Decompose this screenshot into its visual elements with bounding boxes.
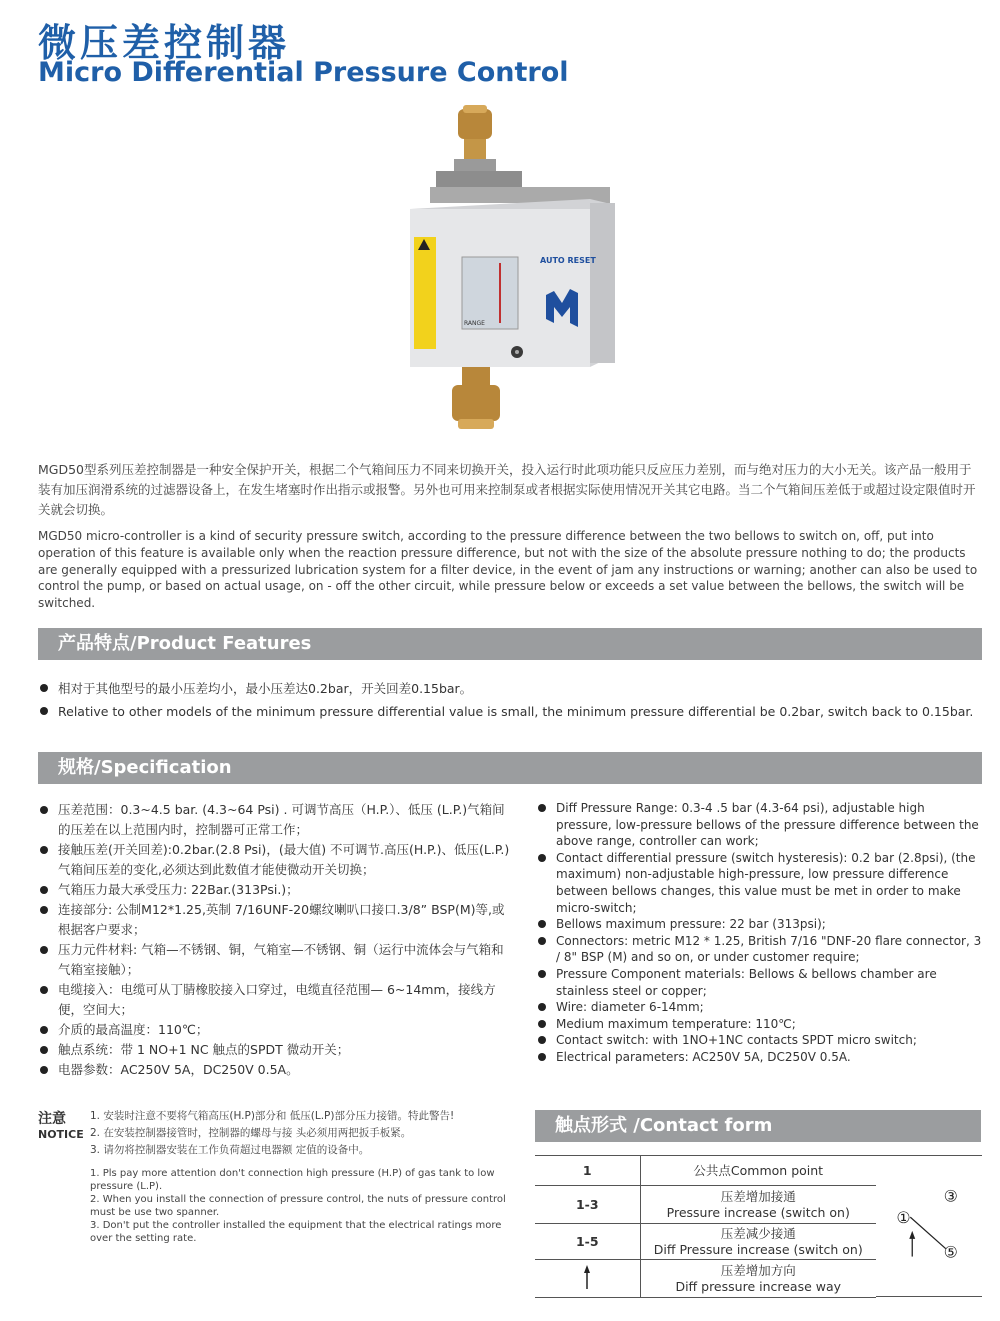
terminal-1-label: ①: [896, 1208, 911, 1228]
arrow-up-icon: [581, 1264, 593, 1290]
switch-line: [910, 1217, 945, 1249]
list-item: 电器参数：AC250V 5A，DC250V 0.5A。: [40, 1060, 510, 1080]
table-cell: [640, 1260, 876, 1298]
cell-en: Diff pressure increase way: [675, 1278, 842, 1294]
cell-cn: 压差增加方向: [720, 1262, 796, 1278]
list-item: Connectors: metric M12 * 1.25, British 7/16 "DNF-20 flare connector, 3 / 8" BSP (M) and so on, or under customer require;: [538, 933, 983, 966]
auto-reset-label: AUTO RESET: [540, 256, 596, 265]
notice-list-en: [90, 1168, 510, 1246]
bottom-fitting: [452, 385, 500, 421]
list-item: Wire: diameter 6-14mm;: [538, 999, 983, 1016]
table-row: [535, 1186, 876, 1224]
list-item: 压差范围：0.3~4.5 bar. (4.3~64 Psi) . 可调节高压（H.P.）、低压 (L.P.)气箱间的压差在以上范围内时，控制器可正常工作；: [40, 800, 510, 840]
list-item: 接触压差(开关回差):0.2bar.(2.8 Psi)，(最大值) 不可调节.高压(H.P.)、低压(L.P.)气箱间压差的变化,必须达到此数值才能使微动开关切换；: [40, 840, 510, 880]
list-item: Contact switch: with 1NO+1NC contacts SPDT micro switch;: [538, 1032, 983, 1049]
list-item: 触点系统：带 1 NO+1 NC 触点的SPDT 微动开关；: [40, 1040, 510, 1060]
spec-list-cn: [40, 800, 510, 1080]
cell-en: Diff Pressure increase (switch on): [653, 1241, 863, 1257]
table-cell: [535, 1260, 640, 1298]
page-title-en: Micro Differential Pressure Control: [38, 57, 569, 88]
list-item: 连接部分: 公制M12*1.25,英制 7/16UNF-20螺纹喇叭口接口.3/8” BSP(M)等,或根据客户要求；: [40, 900, 510, 940]
list-item: 3. 请勿将控制器安装在工作负荷超过电器额 定值的设备中。: [90, 1144, 370, 1156]
features-list: [40, 678, 980, 724]
spec-list-en: [538, 800, 983, 1066]
terminal-5-label: ⑤: [943, 1242, 958, 1262]
list-item: 相对于其他型号的最小压差均小，最小压差达0.2bar，开关回差0.15bar。: [40, 678, 980, 700]
list-item: Pressure Component materials: Bellows & bellows chamber are stainless steel or copper;: [538, 966, 983, 999]
top-fitting: [458, 109, 492, 139]
list-item: 1. 安装时注意不要将气箱高压(H.P)部分和 低压(L.P)部分压力接错。特此警告!: [90, 1110, 455, 1122]
table-cell: [640, 1156, 876, 1186]
table-cell: [640, 1224, 876, 1260]
product-image: [400, 105, 630, 445]
table-cell: 1-3: [535, 1186, 640, 1224]
table-row: [535, 1224, 876, 1260]
list-item: 1. Pls pay more attention don't connection high pressure (H.P) of gas tank to low pressure (L.P).: [90, 1168, 495, 1192]
table-cell: [640, 1186, 876, 1224]
intro-cn: MGD50型系列压差控制器是一种安全保护开关，根据二个气箱间压力不同来切换开关，投入运行时此项功能只反应压力差别，而与绝对压力的大小无关。该产品一般用于装有加压润滑系统的过滤器设备上，在发生堵塞时作出指示或报警。另外也可用来控制泵或者根据实际使用情况开关其它电路。当二个气箱间压差低于或超过设定限值时开关就会切换。: [38, 462, 976, 517]
terminal-3-label: ③: [943, 1186, 958, 1206]
table-row: [535, 1260, 876, 1298]
list-item: 气箱压力最大承受压力: 22Bar.(313Psi.)；: [40, 880, 510, 900]
scale-label: RANGE: [464, 320, 485, 327]
list-item: 介质的最高温度：110℃；: [40, 1020, 510, 1040]
list-item: 2. When you install the connection of pressure control, the nuts of pressure control must be use two spanner.: [90, 1194, 506, 1218]
cell-cn: 公共点Common point: [693, 1162, 824, 1178]
list-item: Diff Pressure Range: 0.3-4 .5 bar (4.3-64 psi), adjustable high pressure, low-pressure bellows of the pressure difference between the above range, controller can work;: [538, 800, 983, 850]
contact-form-table: [535, 1155, 876, 1298]
cell-cn: 压差增加接通: [720, 1188, 796, 1204]
contact-diagram: [876, 1155, 982, 1297]
notice-label-cn: 注意: [38, 1111, 66, 1127]
list-item: Contact differential pressure (switch hysteresis): 0.2 bar (2.8psi), (the maximum) non-adjustable high-pressure, low pressure difference between bellows changes, this value must be met in order to make micro-switch;: [538, 850, 983, 916]
list-item: 2. 在安装控制器接管时，控制器的螺母与接 头必须用两把扳手板紧。: [90, 1127, 412, 1139]
list-item: Bellows maximum pressure: 22 bar (313psi);: [538, 916, 983, 933]
warning-label: [414, 237, 436, 349]
notice-label-en: NOTICE: [38, 1128, 84, 1141]
page-title-cn: 微压差控制器: [38, 21, 291, 65]
list-item: Electrical parameters: AC250V 5A, DC250V 0.5A.: [538, 1049, 983, 1066]
list-item: Relative to other models of the minimum pressure differential value is small, the minimum pressure differential be 0.2bar, switch back to 0.15bar.: [40, 701, 980, 723]
contact-form-heading: 触点形式 /Contact form: [535, 1110, 981, 1142]
cell-cn: 压差减少接通: [720, 1225, 796, 1241]
table-row: [535, 1156, 876, 1186]
list-item: 3. Don't put the controller installed the equipment that the electrical ratings more over the setting rate.: [90, 1220, 502, 1244]
intro-en: MGD50 micro-controller is a kind of security pressure switch, according to the pressure difference between the two bellows to switch on, off, put into operation of this feature is available only when the reaction pressure difference, but not with the size of the absolute pressure nothing to do; the products are generally equipped with a pressurized lubrication system for a filter device, in the event of jam any instructions or warning; another can also be used to control the pump, or based on actual usage, on - off the other circuit, while pressure below or exceeds a set value between the bellows, the switch will be switched.: [38, 529, 978, 611]
specification-heading: 规格/Specification: [38, 752, 982, 784]
list-item: 电缆接入：电缆可从丁腈橡胶接入口穿过，电缆直径范围— 6~14mm，接线方便，空间大；: [40, 980, 510, 1020]
table-cell: 1: [535, 1156, 640, 1186]
cell-en: Pressure increase (switch on): [666, 1204, 850, 1220]
features-heading: 产品特点/Product Features: [38, 628, 982, 660]
table-cell: 1-5: [535, 1224, 640, 1260]
notice-list-cn: [90, 1108, 510, 1159]
list-item: Medium maximum temperature: 110℃;: [538, 1016, 983, 1033]
list-item: 压力元件材料: 气箱—不锈钢、铜，气箱室—不锈钢、铜（运行中流体会与气箱和气箱室接触）；: [40, 940, 510, 980]
